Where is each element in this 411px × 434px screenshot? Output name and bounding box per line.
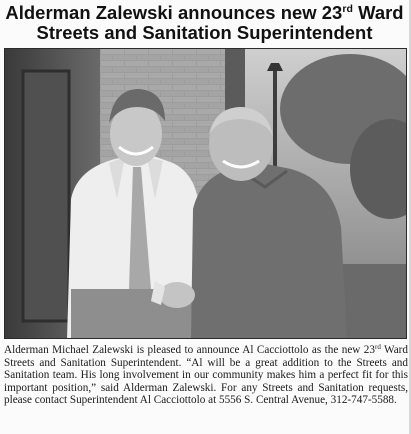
headline-line-2: Streets and Sanitation Superintendent [36, 22, 373, 43]
headline-text-part-1: Alderman Zalewski announces new 23 [5, 2, 343, 23]
headline-superscript: rd [342, 3, 353, 15]
headline-text-part-2: Ward [352, 2, 404, 23]
headline-line-1 [0, 3, 409, 23]
caption-text-part-2: Ward Streets and Sanitation Superintendent. “Al will be a great addition to the Streets and Sanitation team. His long involvement in our community makes him a perfect fit for this important position,” said Alderman Zalewski. For any Streets and Sanitation requests, please contact Superintendent Al Cacciottolo at 5556 S. Central Avenue, 312-747-5588. [4, 344, 408, 407]
photo-illustration [5, 49, 407, 339]
door-frame [23, 71, 69, 321]
caption-text-part-1: Alderman Michael Zalewski is pleased to announce Al Cacciottolo as the new 23 [4, 344, 375, 356]
article-headline [0, 0, 409, 46]
caption-superscript: rd [374, 343, 381, 351]
article-photo [4, 48, 407, 339]
article-caption [4, 344, 408, 407]
